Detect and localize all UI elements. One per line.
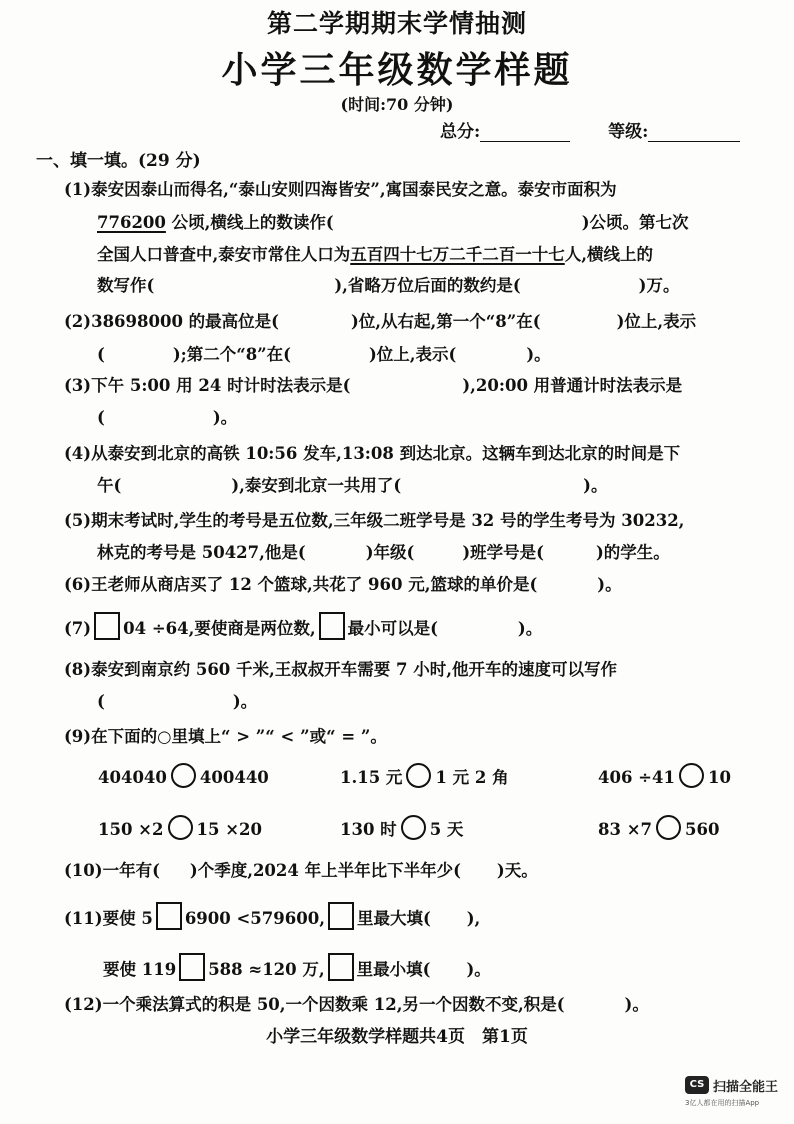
camscanner-logo-icon: CS xyxy=(685,1076,709,1094)
q8-line2 xyxy=(97,688,257,712)
q8-line1: (8)泰安到南京约 560 千米,王叔叔开车需要 7 小时,他开车的速度可以写作 xyxy=(64,660,617,679)
q3-text: ( xyxy=(97,408,105,427)
q7-text: )。 xyxy=(517,619,543,638)
total-blank[interactable] xyxy=(480,123,570,142)
q2-line1 xyxy=(64,308,696,332)
q1-population: 五百四十七万二千二百一十七 xyxy=(350,245,565,264)
q5-text: )的学生。 xyxy=(595,543,670,562)
q4-text: 午( xyxy=(97,476,122,495)
q1-text: 公顷,横线上的数读作( xyxy=(171,213,334,232)
q10-text: )天。 xyxy=(496,861,538,880)
q11-box[interactable] xyxy=(328,953,354,981)
q1-line4 xyxy=(97,272,679,296)
q1-text: ),省略万位后面的数约是( xyxy=(334,276,521,295)
q4-text: ),泰安到北京一共用了( xyxy=(231,476,402,495)
q5-text: )年级( xyxy=(365,543,415,562)
q5-line1: (5)期末考试时,学生的考号是五位数,三年级二班学号是 32 号的学生考号为 30232, xyxy=(64,511,685,530)
q11-text: 6900 <579600, xyxy=(184,909,325,928)
compare-circle[interactable] xyxy=(656,815,681,840)
q1-text: )公顷。第七次 xyxy=(581,213,689,232)
q9-item-3 xyxy=(598,763,731,788)
q9-left: 406 ÷41 xyxy=(598,768,675,787)
q9-item-4 xyxy=(98,815,262,840)
watermark-tagline: 3亿人都在用的扫描App xyxy=(685,1099,760,1107)
q2-text: (2)38698000 的最高位是( xyxy=(64,312,279,331)
q1-line3 xyxy=(97,241,653,265)
q2-text: ( xyxy=(97,345,105,364)
q11-line1 xyxy=(64,902,480,930)
q3-line1 xyxy=(64,372,682,396)
page-footer: 小学三年级数学样题共4页 第1页 xyxy=(266,1027,528,1047)
q7-text: (7) xyxy=(64,619,92,638)
q7-text: 最小可以是( xyxy=(347,619,438,638)
q9-left: 83 ×7 xyxy=(598,820,653,839)
q11-text: 里最大填( xyxy=(356,909,431,928)
q9-right: 10 xyxy=(707,768,731,787)
q11-box[interactable] xyxy=(156,902,182,930)
q9-right: 560 xyxy=(685,820,720,839)
q9-left: 404040 xyxy=(98,768,167,787)
q9-right: 1 元 2 角 xyxy=(435,768,509,787)
q9-right: 400440 xyxy=(199,768,269,787)
q2-text: )位上,表示 xyxy=(616,312,697,331)
q9-left: 1.15 元 xyxy=(340,768,403,787)
q9-left: 130 时 xyxy=(340,820,397,839)
compare-circle[interactable] xyxy=(406,763,431,788)
q11-text: 588 ≈120 万, xyxy=(208,960,325,979)
q9-left: 150 ×2 xyxy=(98,820,164,839)
q12-text: (12)一个乘法算式的积是 50,一个因数乘 12,另一个因数不变,积是( xyxy=(64,995,565,1014)
q1-text: 全国人口普查中,泰安市常住人口为 xyxy=(97,245,351,264)
q10-line xyxy=(64,857,538,881)
q10-text: )个季度,2024 年上半年比下半年少( xyxy=(189,861,461,880)
q7-text: 04 ÷64,要使商是两位数, xyxy=(123,619,316,638)
q3-text: (3)下午 5:00 用 24 时计时法表示是( xyxy=(64,376,351,395)
q9-item-1 xyxy=(98,763,269,788)
q2-text: );第二个“8”在( xyxy=(172,345,291,364)
q12-text: )。 xyxy=(624,995,649,1014)
q9-item-6 xyxy=(598,815,719,840)
section-title: 一、填一填。(29 分) xyxy=(36,151,201,171)
q11-text: 要使 119 xyxy=(103,960,177,979)
q2-line2 xyxy=(97,341,551,365)
grade-blank[interactable] xyxy=(648,123,740,142)
q9-right: 15 ×20 xyxy=(196,820,262,839)
compare-circle[interactable] xyxy=(401,815,426,840)
q5-text: 林克的考号是 50427,他是( xyxy=(97,543,306,562)
q11-box[interactable] xyxy=(328,902,354,930)
q7-line xyxy=(64,612,542,640)
exam-header: 第二学期期末学情抽测 xyxy=(266,9,527,38)
q6-line xyxy=(64,571,622,595)
compare-circle[interactable] xyxy=(171,763,196,788)
q12-line xyxy=(64,991,649,1015)
q3-line2 xyxy=(97,404,237,428)
watermark-name: 扫描全能王 xyxy=(713,1080,779,1095)
q5-text: )班学号是( xyxy=(462,543,544,562)
grade-label: 等级: xyxy=(608,122,649,142)
q4-line2 xyxy=(97,472,607,496)
score-row xyxy=(440,117,740,142)
q2-text: )。 xyxy=(526,345,551,364)
q7-box[interactable] xyxy=(94,612,120,640)
q11-text: )。 xyxy=(466,960,491,979)
q1-text: 人,横线上的 xyxy=(564,245,653,264)
q6-text: )。 xyxy=(597,575,622,594)
q4-text: )。 xyxy=(583,476,608,495)
q3-text: )。 xyxy=(212,408,238,427)
q1-line1: (1)泰安因泰山而得名,“泰山安则四海皆安”,寓国泰民安之意。泰安市面积为 xyxy=(64,180,617,199)
q3-text: ),20:00 用普通计时法表示是 xyxy=(462,376,683,395)
q1-text: 数写作( xyxy=(97,276,155,295)
q2-text: )位,从右起,第一个“8”在( xyxy=(351,312,541,331)
q11-text: ), xyxy=(466,909,481,928)
q11-line2 xyxy=(103,953,491,981)
compare-circle[interactable] xyxy=(679,763,704,788)
q6-text: (6)王老师从商店买了 12 个篮球,共花了 960 元,篮球的单价是( xyxy=(64,575,538,594)
q2-text: )位上,表示( xyxy=(368,345,457,364)
q1-line2 xyxy=(97,209,689,233)
q9-title: (9)在下面的○里填上“ > ”“ < ”或“ = ”。 xyxy=(64,727,387,746)
compare-circle[interactable] xyxy=(168,815,193,840)
page-title: 小学三年级数学样题 xyxy=(221,49,573,91)
q11-text: (11)要使 5 xyxy=(64,909,153,928)
q11-box[interactable] xyxy=(179,953,205,981)
q11-text: 里最小填( xyxy=(356,960,431,979)
q4-line1: (4)从泰安到北京的高铁 10:56 发车,13:08 到达北京。这辆车到达北京的时间是下 xyxy=(64,444,681,463)
q10-text: (10)一年有( xyxy=(64,861,160,880)
time-limit: (时间:70 分钟) xyxy=(340,95,454,114)
q5-line2 xyxy=(97,539,670,563)
q1-number: 776200 xyxy=(97,213,166,232)
q7-box[interactable] xyxy=(319,612,345,640)
q9-item-2 xyxy=(340,763,509,788)
total-label: 总分: xyxy=(440,122,481,142)
q8-text: ( xyxy=(97,692,105,711)
q9-item-5 xyxy=(340,815,463,840)
q9-right: 5 天 xyxy=(429,820,464,839)
q8-text: )。 xyxy=(232,692,258,711)
q1-text: )万。 xyxy=(638,276,680,295)
